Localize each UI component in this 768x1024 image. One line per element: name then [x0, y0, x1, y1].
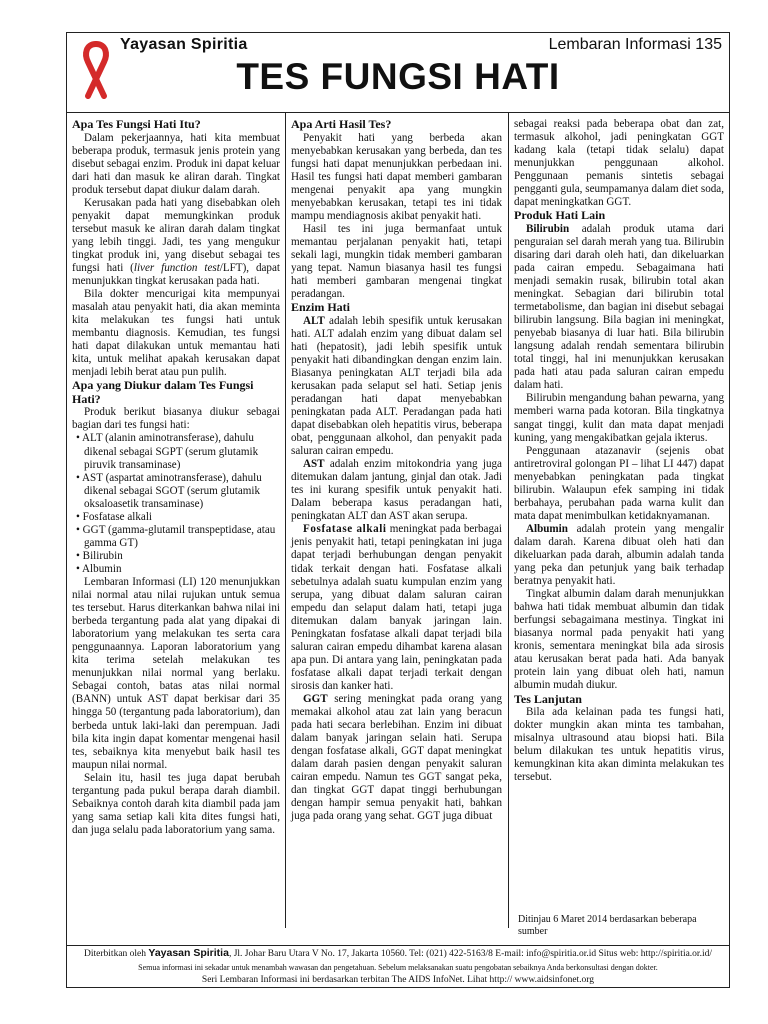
disclaimer: Semua informasi ini sekadar untuk menambah wawasan dan pengetahuan. Sebelum melaksanakan suatu pengobatan sebaiknya Anda berkonsultasi dengan dokter.: [138, 963, 658, 972]
footer: [66, 947, 730, 987]
list-item: • ALT (alanin aminotransferase), dahulu dikenal sebagai SGPT (serum glutamik piruvik transaminase): [72, 432, 280, 471]
text: Diterbitkan oleh: [84, 949, 149, 959]
paragraph: Penggunaan atazanavir (sejenis obat antiretroviral golongan PI – lihat LI 447) dapat menyebabkan peningkatan pada tingkat bilirubin. Walaupun efek samping ini tidak berbahaya, perubahan pada warna kulit dan mata dapat menimbulkan ketidaknyamanan.: [514, 444, 724, 522]
bold-term: Fosfatase alkali: [303, 523, 387, 536]
paragraph: [514, 223, 724, 393]
paragraph: [514, 523, 724, 588]
page-title: TES FUNGSI HATI: [236, 56, 560, 97]
paragraph: [291, 693, 502, 823]
bold-term: AST: [303, 458, 325, 471]
column-divider-2: [508, 112, 509, 928]
review-note: Ditinjau 6 Maret 2014 berdasarkan beberapa sumber: [518, 914, 697, 937]
list-item: • Albumin: [72, 563, 280, 576]
column-2: [291, 118, 502, 823]
italic-text: liver function test: [133, 261, 220, 274]
list-item: • AST (aspartat aminotransferase), dahulu dikenal sebagai SGOT (serum glutamik oksaloasetik transaminase): [72, 472, 280, 511]
heading-apa-tes: Apa Tes Fungsi Hati Itu?: [72, 117, 201, 131]
text: adalah protein yang mengalir dalam darah. Karena dibuat oleh hati dan dikeluarkan pada darah, albumin adalah tanda yang peka dan petunjuk yang baik terhadap beratnya penyakit hati.: [514, 522, 724, 588]
text: meningkat pada berbagai jenis penyakit hati, tetapi peningkatan ini juga dapat terjadi berhubungan dengan penyakit tidak terkait dengan hati. Fosfatase alkali sebetulnya adalah suatu kumpulan enzim yang serupa, yang dibuat dalam saluran cairan empedu dan selaput dalam hati, tetapi juga ditemukan dalam banyak jaringan lain. Peningkatan fosfatase alkali dapat terjadi bila saluran cairan empedu dihambat karena alasan apa pun. Di antara yang lain, peningkatan pada fosfatase alkali dapat terjadi terkait dengan sirosis dan kanker hati.: [291, 523, 503, 692]
heading-tes-lanjutan: Tes Lanjutan: [514, 691, 582, 706]
footer-divider: [66, 945, 730, 946]
heading-enzim-hati: Enzim Hati: [291, 300, 350, 315]
bold-term: Bilirubin: [526, 222, 570, 235]
paragraph: Bila dokter mencurigai kita mempunyai masalah atau penyakit hati, dia akan meminta kita melakukan tes fungsi hati untuk membantu diagnosis. Kemudian, tes fungsi hati dapat dilakukan untuk memantau hati kita, untuk melihat apakah kerusakan dapat menjadi lebih berat atau pun pulih.: [72, 288, 280, 379]
list-item: • GGT (gamma-glutamil transpeptidase, atau gamma GT): [72, 524, 280, 550]
text: , Jl. Johar Baru Utara V No. 17, Jakarta 10560. Tel: (021) 422-5163/8 E-mail: info@spiritia.or.id Situs web: http://spiritia.or.id/: [228, 949, 712, 959]
text: Kerusakan pada hati yang disebabkan oleh penyakit dapat memungkinkan produk tersebut masuk ke aliran darah dalam tingkat yang lebih tinggi. Jadi, tes yang mengukur tingkat produk ini, yang disebut sebagai tes fungsi hati (: [72, 196, 280, 274]
column-divider-1: [285, 112, 286, 928]
list-item: • Bilirubin: [72, 550, 280, 563]
column-3: [514, 118, 724, 784]
paragraph: [291, 458, 502, 523]
column-1: [72, 118, 280, 837]
header-divider: [66, 112, 730, 113]
paragraph: Hasil tes ini juga bermanfaat untuk memantau perjalanan penyakit hati, tetapi sekali lagi, mungkin tidak memberi gambaran yang tepat. Namun biasanya hasil tes fungsi hati memberi gambaran mengenai tingkat peradangan.: [291, 222, 502, 301]
text: /LFT), dapat menunjukkan tingkat kerusakan pada hati.: [72, 261, 280, 288]
publisher-line: [66, 947, 730, 961]
paragraph: Bila ada kelainan pada tes fungsi hati, dokter mungkin akan minta tes tambahan, misalnya ultrasound atau biopsi hati. Bila belum dilakukan tes untuk hepatitis virus, kemungkinan kita akan diminta melakukan tes tersebut.: [514, 706, 724, 784]
paragraph: Dalam pekerjaannya, hati kita membuat beberapa produk, termasuk jenis protein yang disebut sebagai enzim. Produk ini dapat keluar dari hati dan masuk ke aliran darah. Tingkat produk tersebut dapat diukur dalam darah.: [72, 131, 280, 196]
text: adalah enzim mitokondria yang juga ditemukan dalam jantung, ginjal dan otak. Jadi tes ini kurang spesifik untuk penyakit hati. Dalam beberapa kasus peradangan hati, peningkatan ALT dan AST akan serupa.: [291, 458, 502, 523]
paragraph: Selain itu, hasil tes juga dapat berubah tergantung pada pukul berapa darah diambil. Sebaiknya contoh darah kita diambil pada jam yang sama setiap kali kita dites fungsi hati, dan juga selalu pada laboratorium yang sama.: [72, 771, 280, 836]
heading-produk-hati: Produk Hati Lain: [514, 208, 606, 223]
paragraph: Tingkat albumin dalam darah menunjukkan bahwa hati tidak membuat albumin dan tidak berfungsi sebagaimana mestinya. Tingkat ini biasanya normal pada penyakit hati yang kronis, sementara meningkat bila ada sirosis atau kerusakan berat pada hati. Ada banyak protein lain yang dibuat oleh hati, namun albumin mudah diukur.: [514, 588, 724, 692]
series-number: Lembaran Informasi 135: [548, 36, 722, 53]
paragraph: Lembaran Informasi (LI) 120 menunjukkan nilai normal atau nilai rujukan untuk semua tes tersebut. Harus diterkankan bahwa nilai ini berbeda tergantung pada alat yang dipakai di laboratorium yang melakukan tes serta cara penggunaannya. Laporan laboratorium yang kita terima setelah melakukan tes menunjukkan nilai normal yang berlaku. Sebagai contoh, batas atas nilai normal (BANN) untuk AST dapat berkisar dari 35 hingga 50 (tergantung pada laboratorium), dan berbeda untuk laki-laki dan perempuan. Jadi bila kita ingin dapat komentar mengenai hasil tes, sebaiknya kita menyebut baik hasil tes maupun nilai normal.: [72, 576, 280, 771]
paragraph: Produk berikut biasanya diukur sebagai bagian dari tes fungsi hati:: [72, 406, 280, 432]
footer-brand: Yayasan Spiritia: [148, 947, 229, 959]
bold-term: Albumin: [526, 522, 568, 535]
text: adalah lebih spesifik untuk kerusakan hati. ALT adalah enzim yang dibuat dalam sel hati (hepatosit), jadi lebih spesifik untuk penyakit hati dibandingkan dengan enzim lain. Biasanya peningkatan ALT terjadi bila ada kerusakan pada selaput sel hati. Setiap jenis peradangan hati dapat menyebabkan peningkatan pada ALT. Peradangan pada hati dapat disebabkan oleh hepatitis virus, beberapa obat, penggunaan alkohol, dan penyakit pada saluran cairan empedu.: [291, 314, 502, 458]
list-item: • Fosfatase alkali: [72, 511, 280, 524]
bold-term: ALT: [303, 314, 325, 327]
paragraph: [72, 197, 280, 288]
heading-diukur: Apa yang Diukur dalam Tes Fungsi Hati?: [72, 378, 254, 406]
bold-term: GGT: [303, 692, 328, 705]
paragraph: sebagai reaksi pada beberapa obat dan zat, termasuk alkohol, jadi peningkatan GGT kadang kala (tetapi tidak selalu) dapat menunjukkan penggunaan alkohol. Penggunaan pemanis sintetis sebagai pengganti gula, seumpamanya dalam diet soda, dapat meningkatkan GGT.: [514, 118, 724, 209]
text: sering meningkat pada orang yang memakai alkohol atau zat lain yang beracun pada hati secara berlebihan. Enzim ini dibuat dalam banyak jaringan selain hati. Serupa dengan fosfatase alkali, GGT dapat meningkat dalam darah pasien dengan penyakit saluran cairan empedu. Namun tes GGT sangat peka, dan tingkat GGT dapat tinggi berhubungan dengan hampir semua penyakit hati, bahkan juga pada orang yang sehat. GGT juga dibuat: [291, 692, 502, 823]
text: adalah produk utama dari penguraian sel darah merah yang tua. Bilirubin disaring dari darah oleh hati, dan dikeluarkan pada cairan empedu. Sebagaimana hati menjadi semakin rusak, bilirubin total akan meningkat. Sebagian dari bilirubin total termetabolisme, dan bagian ini disebut sebagai bilirubin langsung. Bila bagian ini meningkat, penyebab biasanya di luar hati. Bila bilirubin langsung adalah rendah sementara bilirubin total tinggi, hal ini menunjukkan kerusakan pada hati atau pada saluran cairan empedu dalam hati.: [514, 222, 724, 392]
test-list: [72, 432, 280, 576]
series-note: Seri Lembaran Informasi ini berdasarkan terbitan The AIDS InfoNet. Lihat http:// www.aidsinfonet.org: [201, 975, 595, 985]
heading-arti-hasil: Apa Arti Hasil Tes?: [291, 117, 392, 131]
paragraph: [291, 315, 502, 459]
org-name: Yayasan Spiritia: [120, 36, 248, 53]
paragraph: [291, 523, 502, 693]
paragraph: Bilirubin mengandung bahan pewarna, yang memberi warna pada kotoran. Bila tingkatnya sangat tinggi, kulit dan mata dapat menjadi kuning, yang mengakibatkan gejala ikterus.: [514, 392, 724, 444]
paragraph: Penyakit hati yang berbeda akan menyebabkan kerusakan yang berbeda, dan tes fungsi hati dapat menunjukkan perbedaan ini. Hasil tes fungsi hati dapat memberi gambaran mengenai penyakit apa yang mungkin menyebabkan kerusakan, tetapi tes ini tidak mampu mendiagnosis akibat penyakit hati.: [291, 131, 502, 222]
